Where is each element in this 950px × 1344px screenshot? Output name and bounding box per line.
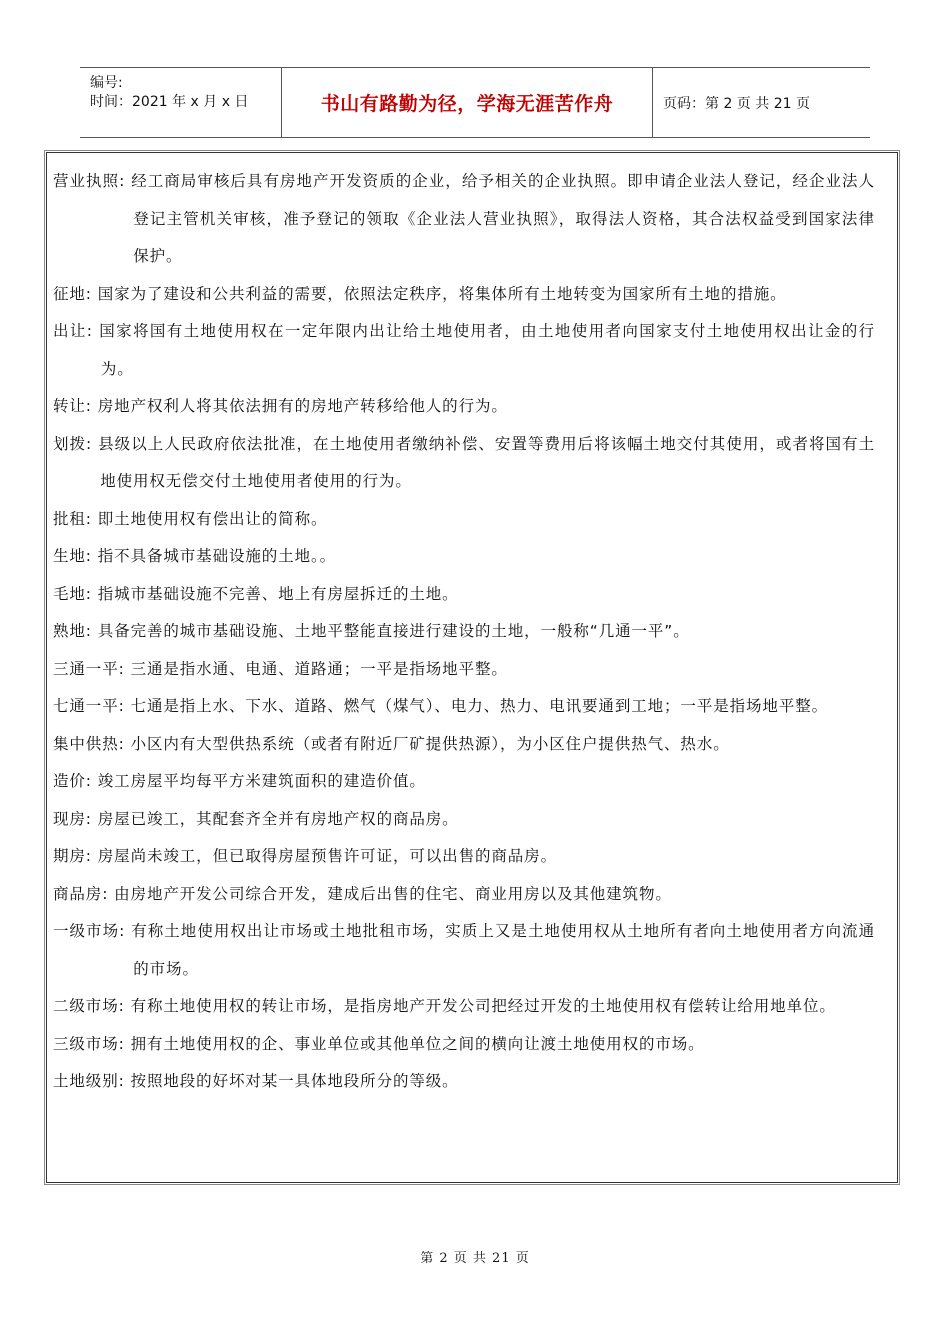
header-page-info [653, 68, 870, 137]
glossary-box [46, 152, 898, 1183]
glossary-term: 商品房: [53, 884, 109, 903]
footer-page-number: 第 2 页 共 21 页 [420, 1251, 530, 1266]
header-motto [282, 68, 653, 137]
glossary-definition: 经工商局审核后具有房地产开发资质的企业，给予相关的企业执照。即申请企业法人登记，经企业法人登记主管机关审核，准予登记的领取《企业法人营业执照》，取得法人资格，其合法权益受到国家法律保护。 [131, 172, 875, 265]
glossary-entry [53, 313, 875, 388]
glossary-definition: 指不具备城市基础设施的土地。。 [97, 547, 337, 565]
page-footer [0, 1247, 950, 1266]
glossary-definition: 县级以上人民政府依法批准，在土地使用者缴纳补偿、安置等费用后将该幅土地交付其使用，或者将国有土地使用权无偿交付土地使用者使用的行为。 [98, 434, 875, 490]
glossary-entry [53, 763, 875, 801]
glossary-entry [53, 726, 875, 764]
glossary-term: 征地: [53, 284, 92, 303]
glossary-definition: 具备完善的城市基础设施、土地平整能直接进行建设的土地，一般称“几通一平”。 [97, 622, 690, 640]
glossary-term: 现房: [53, 809, 92, 828]
glossary-definition: 按照地段的好坏对某一具体地段所分的等级。 [130, 1072, 459, 1090]
glossary-entry [53, 651, 875, 689]
glossary-definition: 小区内有大型供热系统（或者有附近厂矿提供热源），为小区住户提供热气、热水。 [130, 734, 730, 753]
motto-text: 书山有路勤为径，学海无涯苦作舟 [320, 93, 614, 115]
number-label: 编号: [90, 75, 123, 91]
glossary-definition: 由房地产开发公司综合开发，建成后出售的住宅、商业用房以及其他建筑物。 [114, 884, 672, 903]
time-label: 时间：2021 年 x 月 x 日 [90, 94, 249, 110]
glossary-term: 造价: [53, 772, 92, 790]
glossary-entry [53, 688, 875, 726]
glossary-term: 土地级别: [53, 1072, 125, 1090]
glossary-term: 期房: [53, 847, 92, 865]
glossary-definition: 三通是指水通、电通、道路通；一平是指场地平整。 [130, 659, 508, 678]
page-header [80, 67, 870, 138]
glossary-definition: 房屋尚未竣工，但已取得房屋预售许可证，可以出售的商品房。 [97, 847, 557, 865]
glossary-entry [53, 388, 875, 426]
glossary-entry [53, 876, 875, 914]
glossary-term: 转让: [53, 397, 92, 415]
glossary-entry [53, 838, 875, 876]
glossary-definition: 国家为了建设和公共利益的需要，依照法定秩序，将集体所有土地转变为国家所有土地的措施。 [97, 284, 787, 303]
glossary-entry [53, 426, 875, 501]
glossary-entry [53, 1063, 875, 1101]
glossary-term: 批租: [53, 509, 92, 528]
glossary-definition: 国家将国有土地使用权在一定年限内出让给土地使用者，由土地使用者向国家支付土地使用权出让金的行为。 [99, 322, 875, 378]
glossary-definition: 有称土地使用权的转让市场，是指房地产开发公司把经过开发的土地使用权有偿转让给用地单位。 [130, 997, 836, 1015]
glossary-definition: 房地产权利人将其依法拥有的房地产转移给他人的行为。 [97, 397, 508, 415]
glossary-term: 毛地: [53, 584, 92, 603]
glossary-entry [53, 913, 875, 988]
glossary-definition: 指城市基础设施不完善、地上有房屋拆迁的土地。 [97, 584, 459, 603]
glossary-term: 三通一平: [53, 659, 125, 678]
glossary-term: 出让: [53, 322, 93, 340]
glossary-definition: 即土地使用权有偿出让的简称。 [97, 509, 328, 528]
glossary-entry [53, 613, 875, 651]
page-label: 页码：第 2 页 共 21 页 [663, 95, 810, 112]
glossary-entry [53, 576, 875, 614]
glossary-term: 集中供热: [53, 734, 125, 753]
glossary-entry [53, 988, 875, 1026]
glossary-term: 一级市场: [53, 922, 126, 940]
glossary-definition: 竣工房屋平均每平方米建筑面积的建造价值。 [97, 772, 426, 790]
glossary-definition: 房屋已竣工，其配套齐全并有房地产权的商品房。 [97, 809, 459, 828]
glossary-entry [53, 801, 875, 839]
glossary-entry [53, 163, 875, 276]
glossary-definition: 七通是指上水、下水、道路、燃气（煤气）、电力、热力、电讯要通到工地；一平是指场地平整。 [130, 697, 829, 715]
glossary-term: 三级市场: [53, 1034, 125, 1053]
glossary-entry [53, 501, 875, 539]
glossary-term: 熟地: [53, 622, 92, 640]
glossary-definition: 有称土地使用权出让市场或土地批租市场，实质上又是土地使用权从土地所有者向土地使用者方向流通的市场。 [131, 922, 875, 978]
glossary-term: 二级市场: [53, 997, 125, 1015]
glossary-term: 营业执照: [53, 172, 126, 190]
glossary-definition: 拥有土地使用权的企、事业单位或其他单位之间的横向让渡土地使用权的市场。 [130, 1034, 705, 1053]
glossary-entry [53, 1026, 875, 1064]
header-meta [80, 68, 282, 137]
glossary-term: 七通一平: [53, 697, 125, 715]
glossary-entry [53, 276, 875, 314]
glossary-entry [53, 538, 875, 576]
glossary-term: 生地: [53, 547, 92, 565]
glossary-term: 划拨: [53, 434, 93, 453]
